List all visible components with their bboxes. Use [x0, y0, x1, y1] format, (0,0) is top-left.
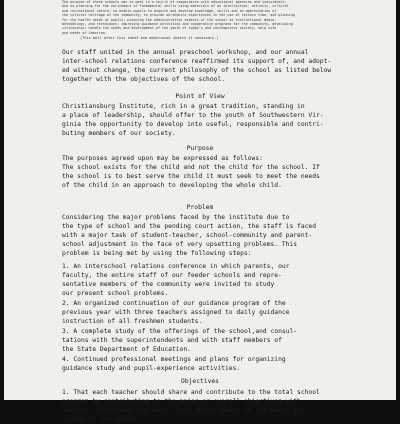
- objective-line: specific objectives for each class which relate to the basic phil-: [62, 407, 313, 414]
- purpose-line: of the child in an approach to developing the whole child.: [62, 182, 282, 189]
- problem-line: school adjustment in the face of very upsetting problems. This: [62, 241, 298, 248]
- header-line: for the health needs of pupils; planning the administrative aspects of the school as instructional media,: [62, 17, 277, 22]
- sheet-note: (This bell after this sheet and additional sheets if necessary.): [80, 36, 219, 40]
- purpose-heading: Purpose: [186, 145, 214, 152]
- intro-line: Our staff united in the annual preschool workshop, and our annual: [62, 49, 309, 56]
- header-line: and needs of tomorrow.: [62, 30, 107, 35]
- intro-line: together with the objectives of the school.: [62, 76, 226, 83]
- problem-line: the type of school and the pending court action, the staff is faced: [62, 223, 317, 230]
- problem-line: problem is being met by using the following steps:: [62, 250, 252, 257]
- purpose-line: the school is to best serve the child it must seek to meet the needs: [62, 173, 320, 180]
- step-line: tations with the superintendents and with staff members of: [62, 337, 282, 344]
- header-line: The purpose of these schools was to meet in a spirit of cooperation with educational agencies and individuals,: [62, 0, 287, 4]
- header-line: methodology, and techniques; improving guidance activities and cooperative programs for the community, developing: [62, 22, 293, 27]
- step-line: guidance study and pupil-experience activities.: [62, 365, 241, 372]
- step-line: instruction of all freshmen students.: [62, 318, 203, 325]
- point-of-view-heading: Point of View: [175, 93, 225, 100]
- point-of-view-line: Christiansburg Institute, rich in a great tradition, standing in: [62, 103, 305, 110]
- header-line: citizenship; handle the needs and development of the youth of today's and contemporary society; help with: [62, 26, 277, 31]
- header-line: the cultural heritage of the community; to provide worthwhile experiences in the use of leisure time; and planning: [62, 13, 295, 18]
- objective-line: program by contributing to the major or overall objectives with: [62, 398, 301, 405]
- problem-line: Considering the major problems faced by the institute due to: [62, 214, 290, 221]
- header-paragraph: [62, 0, 352, 35]
- step-line: 2. An organized continuation of our guidance program of the: [62, 300, 286, 307]
- step-line: the State Department of Education.: [62, 346, 191, 353]
- step-line: faculty, the entire staff of our feeder schools and repre-: [62, 272, 282, 279]
- point-of-view-line: a place of leadership, should offer to the youth of Southwestern Vir-: [62, 112, 324, 119]
- intro-line: inter-school relations conference reaffirmed its support of, and adopt-: [62, 58, 332, 65]
- document-page: [4, 0, 396, 423]
- objective-line: osophy of the school.: [62, 416, 142, 423]
- purpose-line: The purposes agreed upon may be expressed as follows:: [62, 155, 263, 162]
- objective-line: 1. That each teacher should share and contribute to the total school: [62, 389, 320, 396]
- problem-line: with a major task of student-teacher, school-community and parent-: [62, 232, 313, 239]
- header-line: and recreational nature; to enable pupils to acquire and develop knowledge, skills and an appreciation of: [62, 8, 277, 13]
- problem-heading: Problem: [186, 204, 214, 211]
- step-line: previous year with three teachers assigned to daily guidance: [62, 309, 290, 316]
- objectives-heading: Objectives: [181, 378, 219, 385]
- step-line: sentative members of the community were invited to study: [62, 281, 275, 288]
- step-line: 4. Continued professional meetings and plans for organizing: [62, 356, 286, 363]
- step-line: 3. A complete study of the offerings of the school,and consul-: [62, 328, 298, 335]
- point-of-view-line: ginia the opportunity to develop into useful, responsible and contri-: [62, 121, 324, 128]
- step-line: our present school problems.: [62, 290, 169, 297]
- purpose-line: The school exists for the child and not the child for the school. If: [62, 164, 320, 171]
- point-of-view-line: buting members of our society.: [62, 130, 176, 137]
- header-line: and so planning for the enrichment of fundamental skills using materials of an intellectual, artistic, cultural: [62, 4, 289, 9]
- step-line: 1. An interschool relations conference in which parents, our: [62, 263, 290, 270]
- intro-line: ed without change, the current philosophy of the school as listed below: [62, 67, 332, 74]
